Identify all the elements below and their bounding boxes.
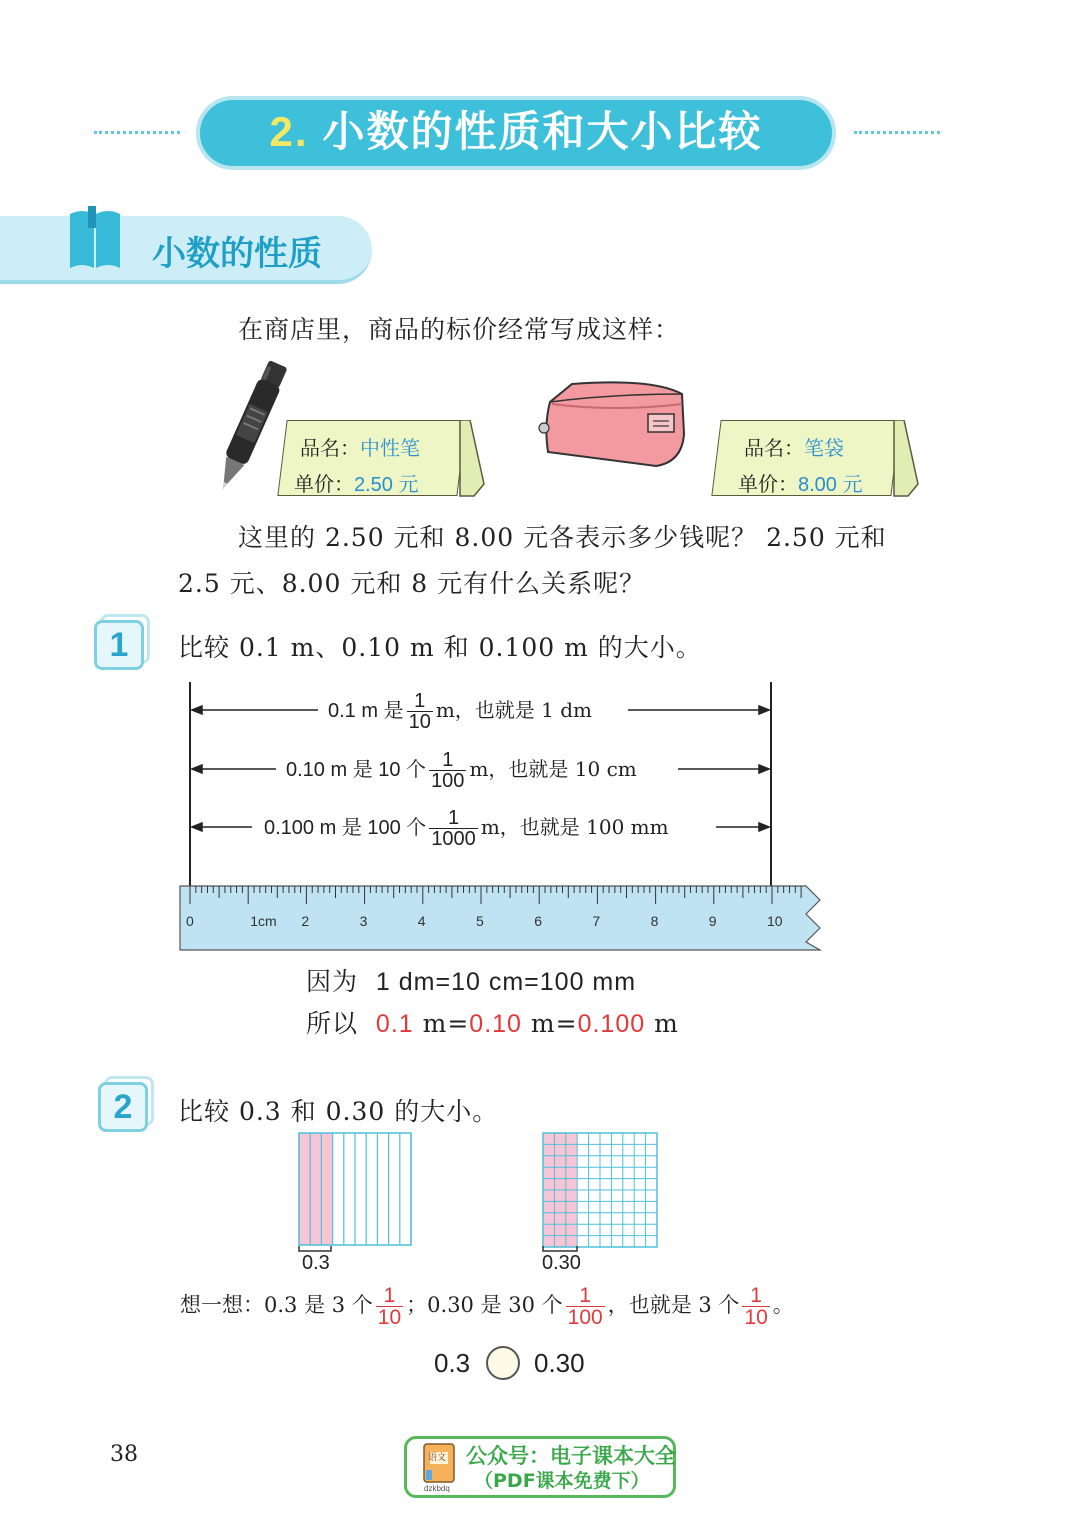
fraction: $\frac{1}{100}$ [567, 1284, 603, 1329]
intro-text: 在商店里，商品的标价经常写成这样： [238, 315, 681, 344]
pencil-case-image [532, 374, 692, 470]
ruler-tick-label: 0 [186, 913, 194, 929]
hundredths-grid [542, 1132, 658, 1248]
price-tag-pen-price: 单价：2.50 元 [294, 472, 419, 496]
fraction: $\frac{1}{10}$ [744, 1284, 768, 1329]
ruler-tick-label: 10 [767, 913, 783, 929]
measure-row-1: 0.1 m 是 $\frac{1}{10}$ m，也就是 1 dm [328, 690, 592, 733]
ruler-tick-label: 8 [650, 913, 659, 929]
price-tag-case-price: 单价：8.00 元 [738, 472, 863, 496]
grid-left-label: 0.3 [302, 1252, 330, 1274]
ruler-tick-label: 4 [417, 913, 426, 929]
ruler-tick-label: 3 [359, 913, 368, 929]
example-1-prompt: 比较 0.1 m、0.10 m 和 0.100 m 的大小。 [178, 633, 702, 662]
shaded-area [299, 1133, 333, 1245]
textbook-icon-label: 语文 [428, 1453, 447, 1463]
lesson-title-text: 小数的性质和大小比较 [322, 107, 763, 156]
think-line: 想一想：0.3 是 3 个 $\frac{1}{10}$ ；0.30 是 30 个 $\frac{1}{100}$ ，也就是 3 个 $\frac{1}{10}$ 。 [180, 1284, 794, 1329]
price-tag-pen-fold [456, 420, 488, 498]
ruler [178, 884, 824, 952]
ruler-tick-label: 7 [592, 913, 601, 929]
page-number: 38 [110, 1442, 138, 1467]
ruler-tick-label: 6 [534, 913, 542, 929]
because-line: 因为 1 dm=10 cm=100 mm [306, 967, 637, 996]
price-tag-case-fold [890, 420, 922, 498]
question-line-2: 2.5 元、8.00 元和 8 元有什么关系呢？ [178, 569, 646, 598]
price-tag-pen-name: 品名：中性笔 [300, 436, 420, 460]
title-dots-right [854, 131, 940, 134]
watermark-line-1: 公众号：电子课本大全 [466, 1444, 676, 1468]
grid-right-label: 0.30 [542, 1252, 581, 1274]
ruler-tick-label: 9 [708, 913, 717, 929]
ruler-tick-label: 2 [301, 913, 310, 929]
fraction: $\frac{1}{1000}$ [431, 807, 476, 850]
question-line-1: 这里的 2.50 元和 8.00 元各表示多少钱呢？ 2.50 元和 [238, 523, 887, 552]
textbook-icon-caption: dzkbdq [424, 1484, 450, 1493]
lesson-title [196, 96, 836, 170]
watermark-line-2: （PDF课本免费下） [474, 1470, 650, 1492]
so-line: 所以 0.1 m=0.10 m=0.100 m [306, 1009, 679, 1038]
example-1-badge: 1 [94, 620, 144, 670]
compare-left-value: 0.3 [434, 1348, 471, 1378]
section-title: 小数的性质 [152, 234, 322, 274]
ruler-tick-label: 5 [476, 913, 484, 929]
measure-row-3: 0.100 m 是 100 个 $\frac{1}{1000}$ m，也就是 100 mm [264, 807, 669, 850]
lesson-number: 2. [269, 108, 309, 155]
compare-blank-circle[interactable] [486, 1346, 520, 1380]
example-2-badge: 2 [98, 1082, 148, 1132]
fraction: $\frac{1}{100}$ [431, 749, 465, 792]
fraction: $\frac{1}{10}$ [377, 1284, 402, 1329]
measure-row-2: 0.10 m 是 10 个 $\frac{1}{100}$ m，也就是 10 cm [286, 749, 637, 792]
fraction: $\frac{1}{10}$ [408, 690, 431, 733]
price-tag-case-name: 品名：笔袋 [744, 436, 844, 460]
ruler-tick-label: 1cm [250, 913, 277, 929]
tenths-grid [298, 1132, 412, 1246]
example-2-prompt: 比较 0.3 和 0.30 的大小。 [178, 1097, 499, 1126]
title-dots-left [94, 131, 180, 134]
book-icon [66, 206, 124, 272]
compare-right-value: 0.30 [534, 1348, 585, 1378]
